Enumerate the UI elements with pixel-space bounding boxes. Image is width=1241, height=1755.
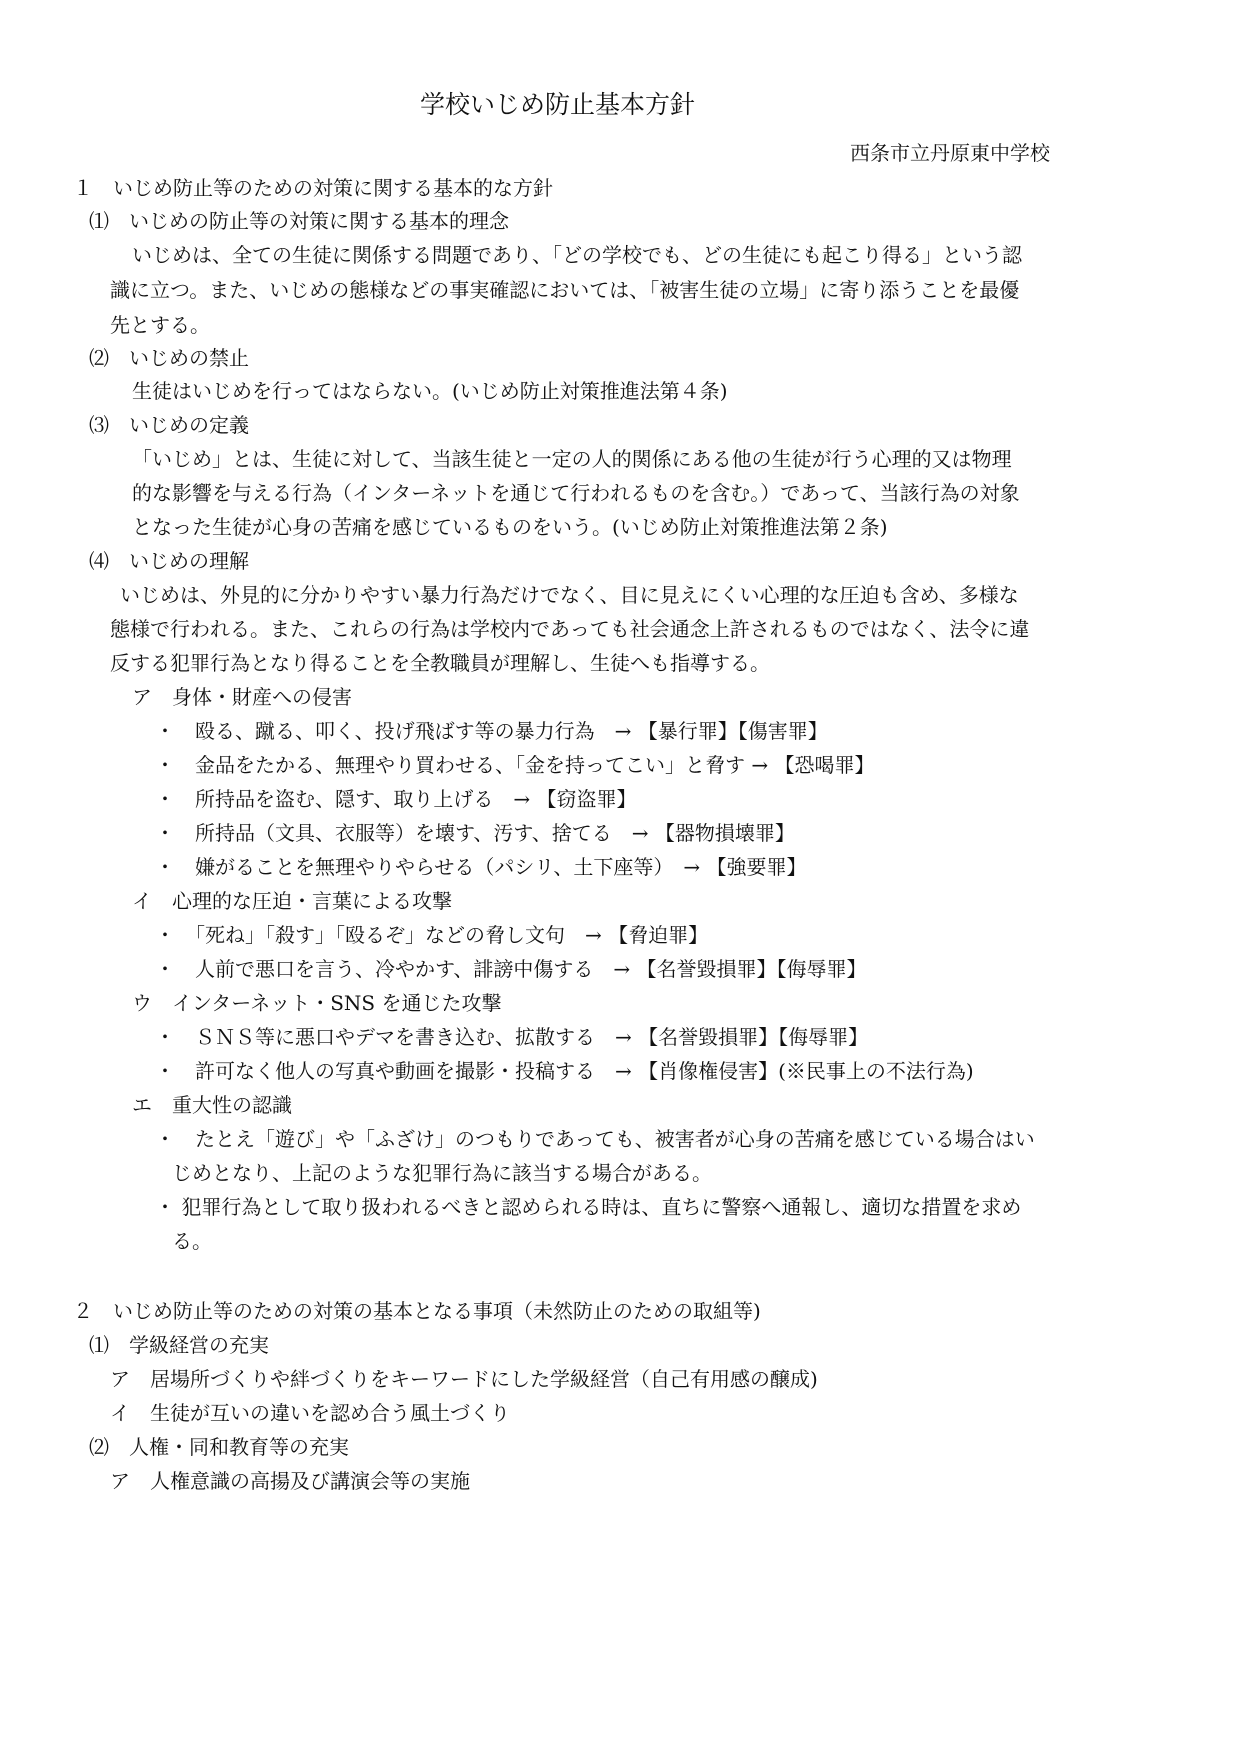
paragraph-line: となった生徒が心身の苦痛を感じているものをいう。(いじめ防止対策推進法第２条) bbox=[132, 515, 888, 539]
bullet-item: ・ 犯罪行為として取り扱われるべきと認められる時は、直ちに警察へ通報し、適切な措置を求め bbox=[155, 1195, 1022, 1219]
bullet-item: ・ たとえ「遊び」や「ふざけ」のつもりであっても、被害者が心身の苦痛を感じている場合はい bbox=[155, 1127, 1035, 1151]
list-item: イ 生徒が互いの違いを認め合う風土づくり bbox=[110, 1401, 510, 1425]
bullet-item-continued: じめとなり、上記のような犯罪行為に該当する場合がある。 bbox=[172, 1161, 712, 1185]
item-u-heading: ウ インターネット・SNS を通じた攻撃 bbox=[132, 991, 502, 1015]
paragraph-line: 反する犯罪行為となり得ることを全教職員が理解し、生徒へも指導する。 bbox=[110, 651, 770, 675]
subsection-1-4-heading: ⑷ いじめの理解 bbox=[89, 549, 249, 573]
page-title: 学校いじめ防止基本方針 bbox=[420, 90, 696, 119]
section-2-heading: ２ いじめ防止等のための対策の基本となる事項（未然防止のための取組等) bbox=[73, 1299, 761, 1323]
subsection-1-3-heading: ⑶ いじめの定義 bbox=[89, 413, 249, 437]
paragraph-line: いじめは、全ての生徒に関係する問題であり、「どの学校でも、どの生徒にも起こり得る」という認 bbox=[132, 243, 1022, 267]
bullet-item: ・ 許可なく他人の写真や動画を撮影・投稿する → 【肖像権侵害】(※民事上の不法行為) bbox=[155, 1059, 974, 1083]
school-name: 西条市立丹原東中学校 bbox=[850, 141, 1050, 165]
bullet-item: ・ 殴る、蹴る、叩く、投げ飛ばす等の暴力行為 → 【暴行罪】【傷害罪】 bbox=[155, 719, 828, 743]
bullet-item: ・ 所持品（文具、衣服等）を壊す、汚す、捨てる → 【器物損壊罪】 bbox=[155, 821, 795, 845]
list-item: ア 人権意識の高揚及び講演会等の実施 bbox=[110, 1469, 470, 1493]
bullet-item: ・ 所持品を盗む、隠す、取り上げる → 【窃盗罪】 bbox=[155, 787, 637, 811]
paragraph-line: 先とする。 bbox=[110, 313, 210, 337]
subsection-2-2-heading: ⑵ 人権・同和教育等の充実 bbox=[89, 1435, 349, 1459]
item-i-heading: イ 心理的な圧迫・言葉による攻撃 bbox=[132, 889, 452, 913]
section-1-heading: １ いじめ防止等のための対策に関する基本的な方針 bbox=[73, 176, 553, 200]
paragraph-line: 「いじめ」とは、生徒に対して、当該生徒と一定の人的関係にある他の生徒が行う心理的又は物理 bbox=[132, 447, 1012, 471]
subsection-1-1-heading: ⑴ いじめの防止等の対策に関する基本的理念 bbox=[89, 209, 509, 233]
subsection-2-1-heading: ⑴ 学級経営の充実 bbox=[89, 1333, 269, 1357]
paragraph-line: 態様で行われる。また、これらの行為は学校内であっても社会通念上許されるものではなく、法令に違 bbox=[110, 617, 1030, 641]
paragraph-line: 生徒はいじめを行ってはならない。(いじめ防止対策推進法第４条) bbox=[132, 379, 728, 403]
bullet-item: ・ 人前で悪口を言う、冷やかす、誹謗中傷する → 【名誉毀損罪】【侮辱罪】 bbox=[155, 957, 867, 981]
subsection-1-2-heading: ⑵ いじめの禁止 bbox=[89, 346, 249, 370]
bullet-item: ・ 嫌がることを無理やりやらせる（パシリ、土下座等） → 【強要罪】 bbox=[155, 855, 807, 879]
bullet-item: ・ 「死ね」「殺す」「殴るぞ」などの脅し文句 → 【脅迫罪】 bbox=[155, 923, 709, 947]
paragraph-line: 的な影響を与える行為（インターネットを通じて行われるものを含む。）であって、当該行為の対象 bbox=[132, 481, 1020, 505]
paragraph-line: いじめは、外見的に分かりやすい暴力行為だけでなく、目に見えにくい心理的な圧迫も含め、多様な bbox=[120, 583, 1019, 607]
bullet-item: ・ ＳＮＳ等に悪口やデマを書き込む、拡散する → 【名誉毀損罪】【侮辱罪】 bbox=[155, 1025, 869, 1049]
list-item: ア 居場所づくりや絆づくりをキーワードにした学級経営（自己有用感の醸成) bbox=[110, 1367, 818, 1391]
bullet-item: ・ 金品をたかる、無理やり買わせる、「金を持ってこい」と脅す → 【恐喝罪】 bbox=[155, 753, 875, 777]
bullet-item-continued: る。 bbox=[172, 1229, 212, 1253]
item-e-heading: エ 重大性の認識 bbox=[132, 1093, 292, 1117]
paragraph-line: 識に立つ。また、いじめの態様などの事実確認においては、「被害生徒の立場」に寄り添うことを最優 bbox=[110, 278, 1020, 302]
item-a-heading: ア 身体・財産への侵害 bbox=[132, 685, 352, 709]
